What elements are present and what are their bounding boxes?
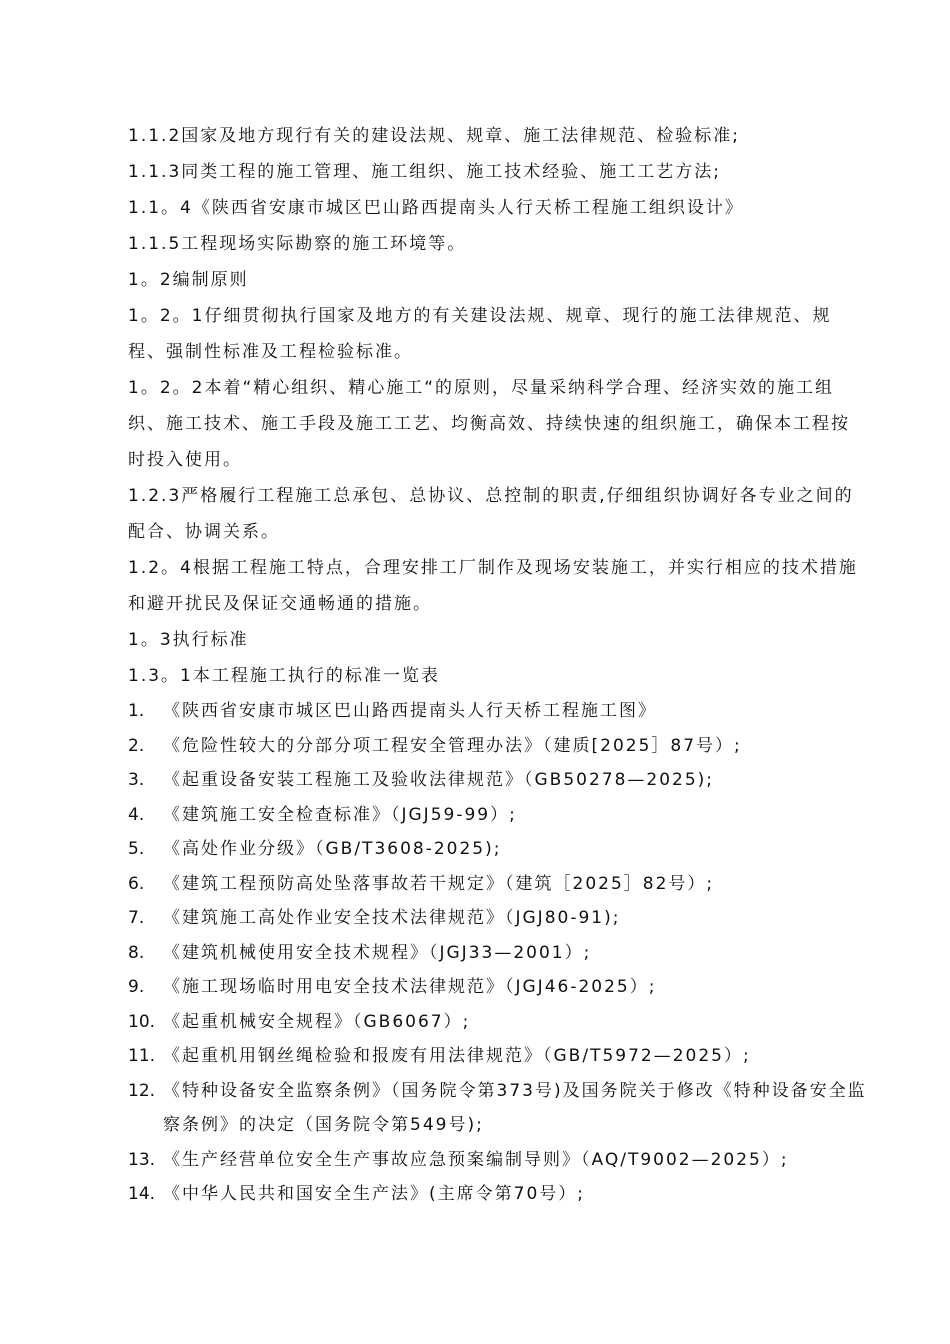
list-item-text: 《起重设备安装工程施工及验收法律规范》（GB50278—2025); [163, 770, 715, 790]
list-item-text: 《危险性较大的分部分项工程安全管理办法》（建质[2025］87号）; [163, 735, 742, 756]
list-item [128, 1177, 868, 1212]
document-body [128, 118, 868, 1212]
standards-list [128, 694, 868, 1212]
list-item [128, 1039, 868, 1074]
list-item-number: 1. [128, 701, 145, 721]
list-item-text: 《建筑施工安全检查标准》（JGJ59-99）; [163, 804, 517, 825]
clause-1-1-5: 1.1.5工程现场实际勘察的施工环境等。 [128, 234, 467, 254]
list-item [128, 729, 868, 764]
list-item-text: 《施工现场临时用电安全技术法律规范》（JGJ46-2025）; [163, 977, 657, 997]
clause-1-1-2: 1.1.2国家及地方现行有关的建设法规、规章、施工法律规范、检验标准; [128, 126, 740, 146]
list-item-text: 《生产经营单位安全生产事故应急预案编制导则》（AQ/T9002—2025）; [163, 1149, 789, 1170]
list-item-number: 10. [128, 1011, 156, 1032]
list-item-text: 《起重机用钢丝绳检验和报废有用法律规范》（GB/T5972—2025）; [163, 1046, 751, 1066]
list-item-number: 2. [128, 735, 145, 756]
list-item-number: 11. [128, 1046, 156, 1066]
list-item-number: 7. [128, 908, 145, 928]
list-item-text: 《特种设备安全监察条例》（国务院令第373号)及国务院关于修改《特种设备安全监察条例》的决定（国务院令第549号); [163, 1080, 867, 1135]
list-item-text: 《建筑施工高处作业安全技术法律规范》（JGJ80-91); [163, 908, 621, 928]
section-heading-1-2: 1。2编制原则 [128, 270, 249, 290]
clause-1-2-2: 1。2。2本着“精心组织、精心施工“的原则，尽量采纳科学合理、经济实效的施工组织、施工技术、施工手段及施工工艺、均衡高效、持续快速的组织施工，确保本工程按时投入使用。 [128, 378, 850, 470]
list-item-number: 6. [128, 873, 145, 894]
list-item [128, 867, 868, 902]
list-item-text: 《建筑工程预防高处坠落事故若干规定》（建筑［2025］82号）; [163, 873, 715, 894]
list-item-number: 9. [128, 977, 145, 997]
list-item-number: 4. [128, 804, 145, 825]
list-item [128, 1074, 868, 1143]
list-item [128, 970, 868, 1005]
list-item [128, 1005, 868, 1040]
list-item-number: 13. [128, 1149, 156, 1170]
list-item [128, 936, 868, 971]
list-item-text: 《高处作业分级》（GB/T3608-2025); [163, 839, 502, 859]
list-item-text: 《中华人民共和国安全生产法》(主席令第70号）; [163, 1184, 585, 1204]
list-item-text: 《建筑机械使用安全技术规程》（JGJ33—2001）; [163, 942, 592, 963]
clause-1-3-1: 1.3。1本工程施工执行的标准一览表 [128, 666, 440, 686]
list-item-number: 12. [128, 1080, 156, 1101]
clause-1-2-3: 1.2.3严格履行工程施工总承包、总协议、总控制的职责,仔细组织协调好各专业之间的配合、协调关系。 [128, 486, 854, 542]
clause-1-1-3: 1.1.3同类工程的施工管理、施工组织、施工技术经验、施工工艺方法; [128, 162, 721, 182]
list-item-number: 5. [128, 839, 145, 859]
list-item [128, 694, 868, 729]
clause-1-2-1: 1。2。1仔细贯彻执行国家及地方的有关建设法规、规章、现行的施工法律规范、规程、强制性标准及工程检验标准。 [128, 306, 832, 362]
clause-1-2-4: 1.2。4根据工程施工特点，合理安排工厂制作及现场安装施工，并实行相应的技术措施和避开扰民及保证交通畅通的措施。 [128, 558, 858, 614]
list-item [128, 1143, 868, 1178]
list-item-number: 8. [128, 942, 145, 963]
list-item [128, 832, 868, 867]
list-item [128, 901, 868, 936]
clause-1-1-4: 1.1。4《陕西省安康市城区巴山路西提南头人行天桥工程施工组织设计》 [128, 198, 744, 218]
list-item-number: 3. [128, 770, 145, 790]
section-heading-1-3: 1。3执行标准 [128, 630, 249, 650]
list-item-text: 《陕西省安康市城区巴山路西提南头人行天桥工程施工图》 [163, 701, 657, 721]
list-item-number: 14. [128, 1184, 156, 1204]
list-item [128, 763, 868, 798]
list-item-text: 《起重机械安全规程》（GB6067）; [163, 1011, 471, 1032]
list-item [128, 798, 868, 833]
